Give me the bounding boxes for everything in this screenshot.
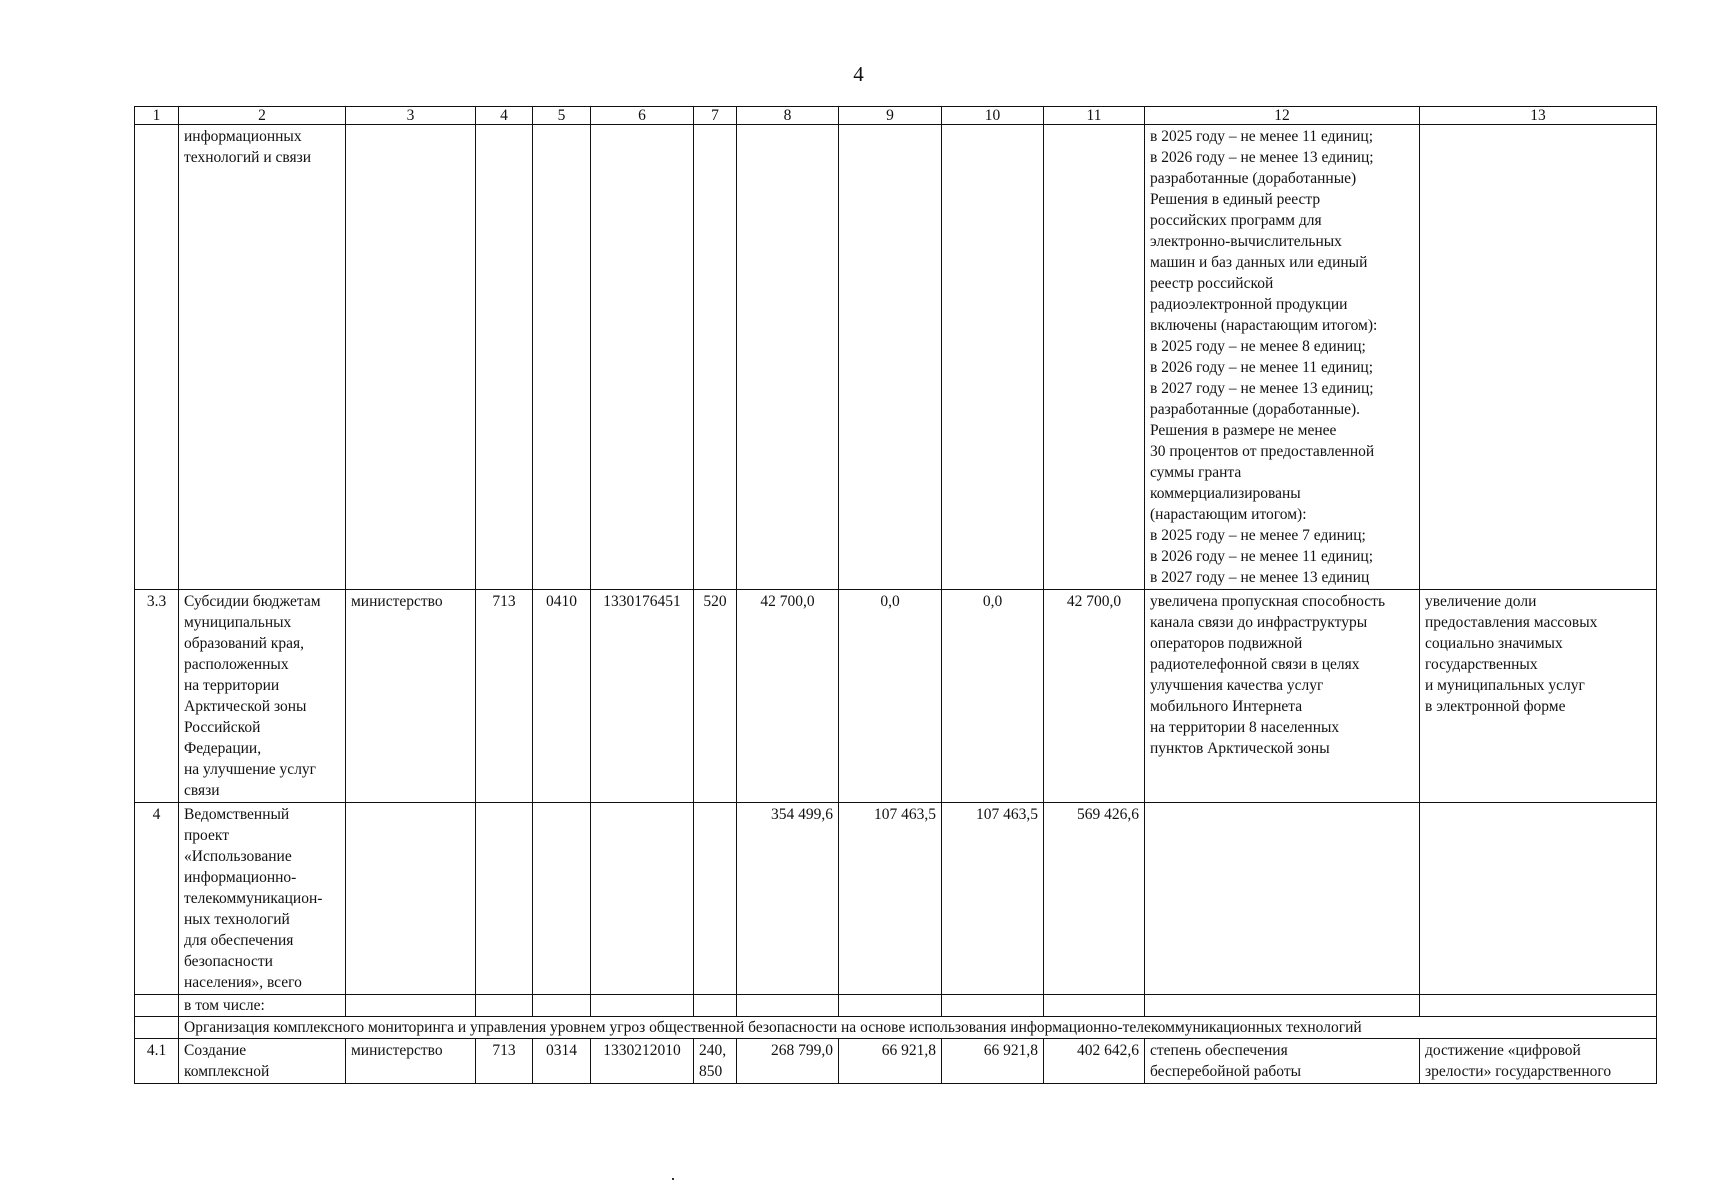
- cell-task-title: Организация комплексного мониторинга и управления уровнем угроз общественной безопасности на основе использования информационно-телекоммуникационных технологий: [179, 1017, 1657, 1039]
- cell-indicator: увеличение доли предоставления массовых социально значимых государственных и муниципальных услуг в электронной форме: [1420, 590, 1657, 803]
- cell-y2026: 66 921,8: [839, 1039, 942, 1084]
- table-row-including: [135, 995, 1657, 1017]
- header-col-9: 9: [839, 107, 942, 125]
- cell-grbs: 713: [476, 1039, 533, 1084]
- cell-result: степень обеспечения бесперебойной работы: [1145, 1039, 1420, 1084]
- cell-executor: министерство: [346, 1039, 476, 1084]
- header-col-3: 3: [346, 107, 476, 125]
- cell-y2027: 0,0: [942, 590, 1044, 803]
- header-col-5: 5: [533, 107, 591, 125]
- cell-grbs: 713: [476, 590, 533, 803]
- cell-num: 4: [135, 803, 179, 995]
- cell-total: 42 700,0: [1044, 590, 1145, 803]
- header-col-4: 4: [476, 107, 533, 125]
- header-col-13: 13: [1420, 107, 1657, 125]
- cell-executor: министерство: [346, 590, 476, 803]
- cell-num: 4.1: [135, 1039, 179, 1084]
- cell-total: 569 426,6: [1044, 803, 1145, 995]
- cell-including: в том числе:: [179, 995, 346, 1017]
- cell-rzpr: 0410: [533, 590, 591, 803]
- table-row-3-3: [135, 590, 1657, 803]
- cell-result: в 2025 году – не менее 11 единиц; в 2026 году – не менее 13 единиц; разработанные (доработанные) Решения в единый реестр российских программ для электронно-вычислительных машин и баз данных или единый реестр российской радиоэлектронной продукции включены (нарастающим итогом): в 2025 году – не менее 8 единиц; в 2026 году – не менее 11 единиц; в 2027 году – не менее 13 единиц; разработанные (доработанные). Решения в размере не менее 30 процентов от предоставленной суммы гранта коммерциализированы (нарастающим итогом): в 2025 году – не менее 7 единиц; в 2026 году – не менее 11 единиц; в 2027 году – не менее 13 единиц: [1145, 125, 1420, 590]
- cell-y2027: 107 463,5: [942, 803, 1044, 995]
- header-col-1: 1: [135, 107, 179, 125]
- cell-csr: 1330176451: [591, 590, 694, 803]
- table-row-4: [135, 803, 1657, 995]
- cell-name: информационных технологий и связи: [179, 125, 346, 590]
- header-col-11: 11: [1044, 107, 1145, 125]
- header-col-7: 7: [694, 107, 737, 125]
- cell-vr: 520: [694, 590, 737, 803]
- cell-y2025: 354 499,6: [737, 803, 839, 995]
- table-row-4-1: [135, 1039, 1657, 1084]
- cell-y2025: 42 700,0: [737, 590, 839, 803]
- header-col-8: 8: [737, 107, 839, 125]
- scan-dot-mark: [672, 1178, 674, 1180]
- cell-indicator: достижение «цифровой зрелости» государственного: [1420, 1039, 1657, 1084]
- cell-num: 3.3: [135, 590, 179, 803]
- cell-y2027: 66 921,8: [942, 1039, 1044, 1084]
- cell-y2025: 268 799,0: [737, 1039, 839, 1084]
- cell-total: 402 642,6: [1044, 1039, 1145, 1084]
- budget-table: [134, 106, 1657, 1084]
- table-row-continuation: [135, 125, 1657, 590]
- header-col-10: 10: [942, 107, 1044, 125]
- page-number: 4: [853, 62, 864, 86]
- cell-y2026: 107 463,5: [839, 803, 942, 995]
- table-row-task: [135, 1017, 1657, 1039]
- cell-name: Ведомственный проект «Использование информационно- телекоммуникацион- ных технологий для обеспечения безопасности населения», всего: [179, 803, 346, 995]
- header-col-6: 6: [591, 107, 694, 125]
- header-row: [135, 107, 1657, 125]
- cell-csr: 1330212010: [591, 1039, 694, 1084]
- cell-result: увеличена пропускная способность канала связи до инфраструктуры операторов подвижной радиотелефонной связи в целях улучшения качества услуг мобильного Интернета на территории 8 населенных пунктов Арктической зоны: [1145, 590, 1420, 803]
- header-col-2: 2: [179, 107, 346, 125]
- cell-name: Субсидии бюджетам муниципальных образований края, расположенных на территории Арктической зоны Российской Федерации, на улучшение услуг связи: [179, 590, 346, 803]
- cell-vr: 240, 850: [694, 1039, 737, 1084]
- cell-name: Создание комплексной: [179, 1039, 346, 1084]
- cell-rzpr: 0314: [533, 1039, 591, 1084]
- cell-y2026: 0,0: [839, 590, 942, 803]
- header-col-12: 12: [1145, 107, 1420, 125]
